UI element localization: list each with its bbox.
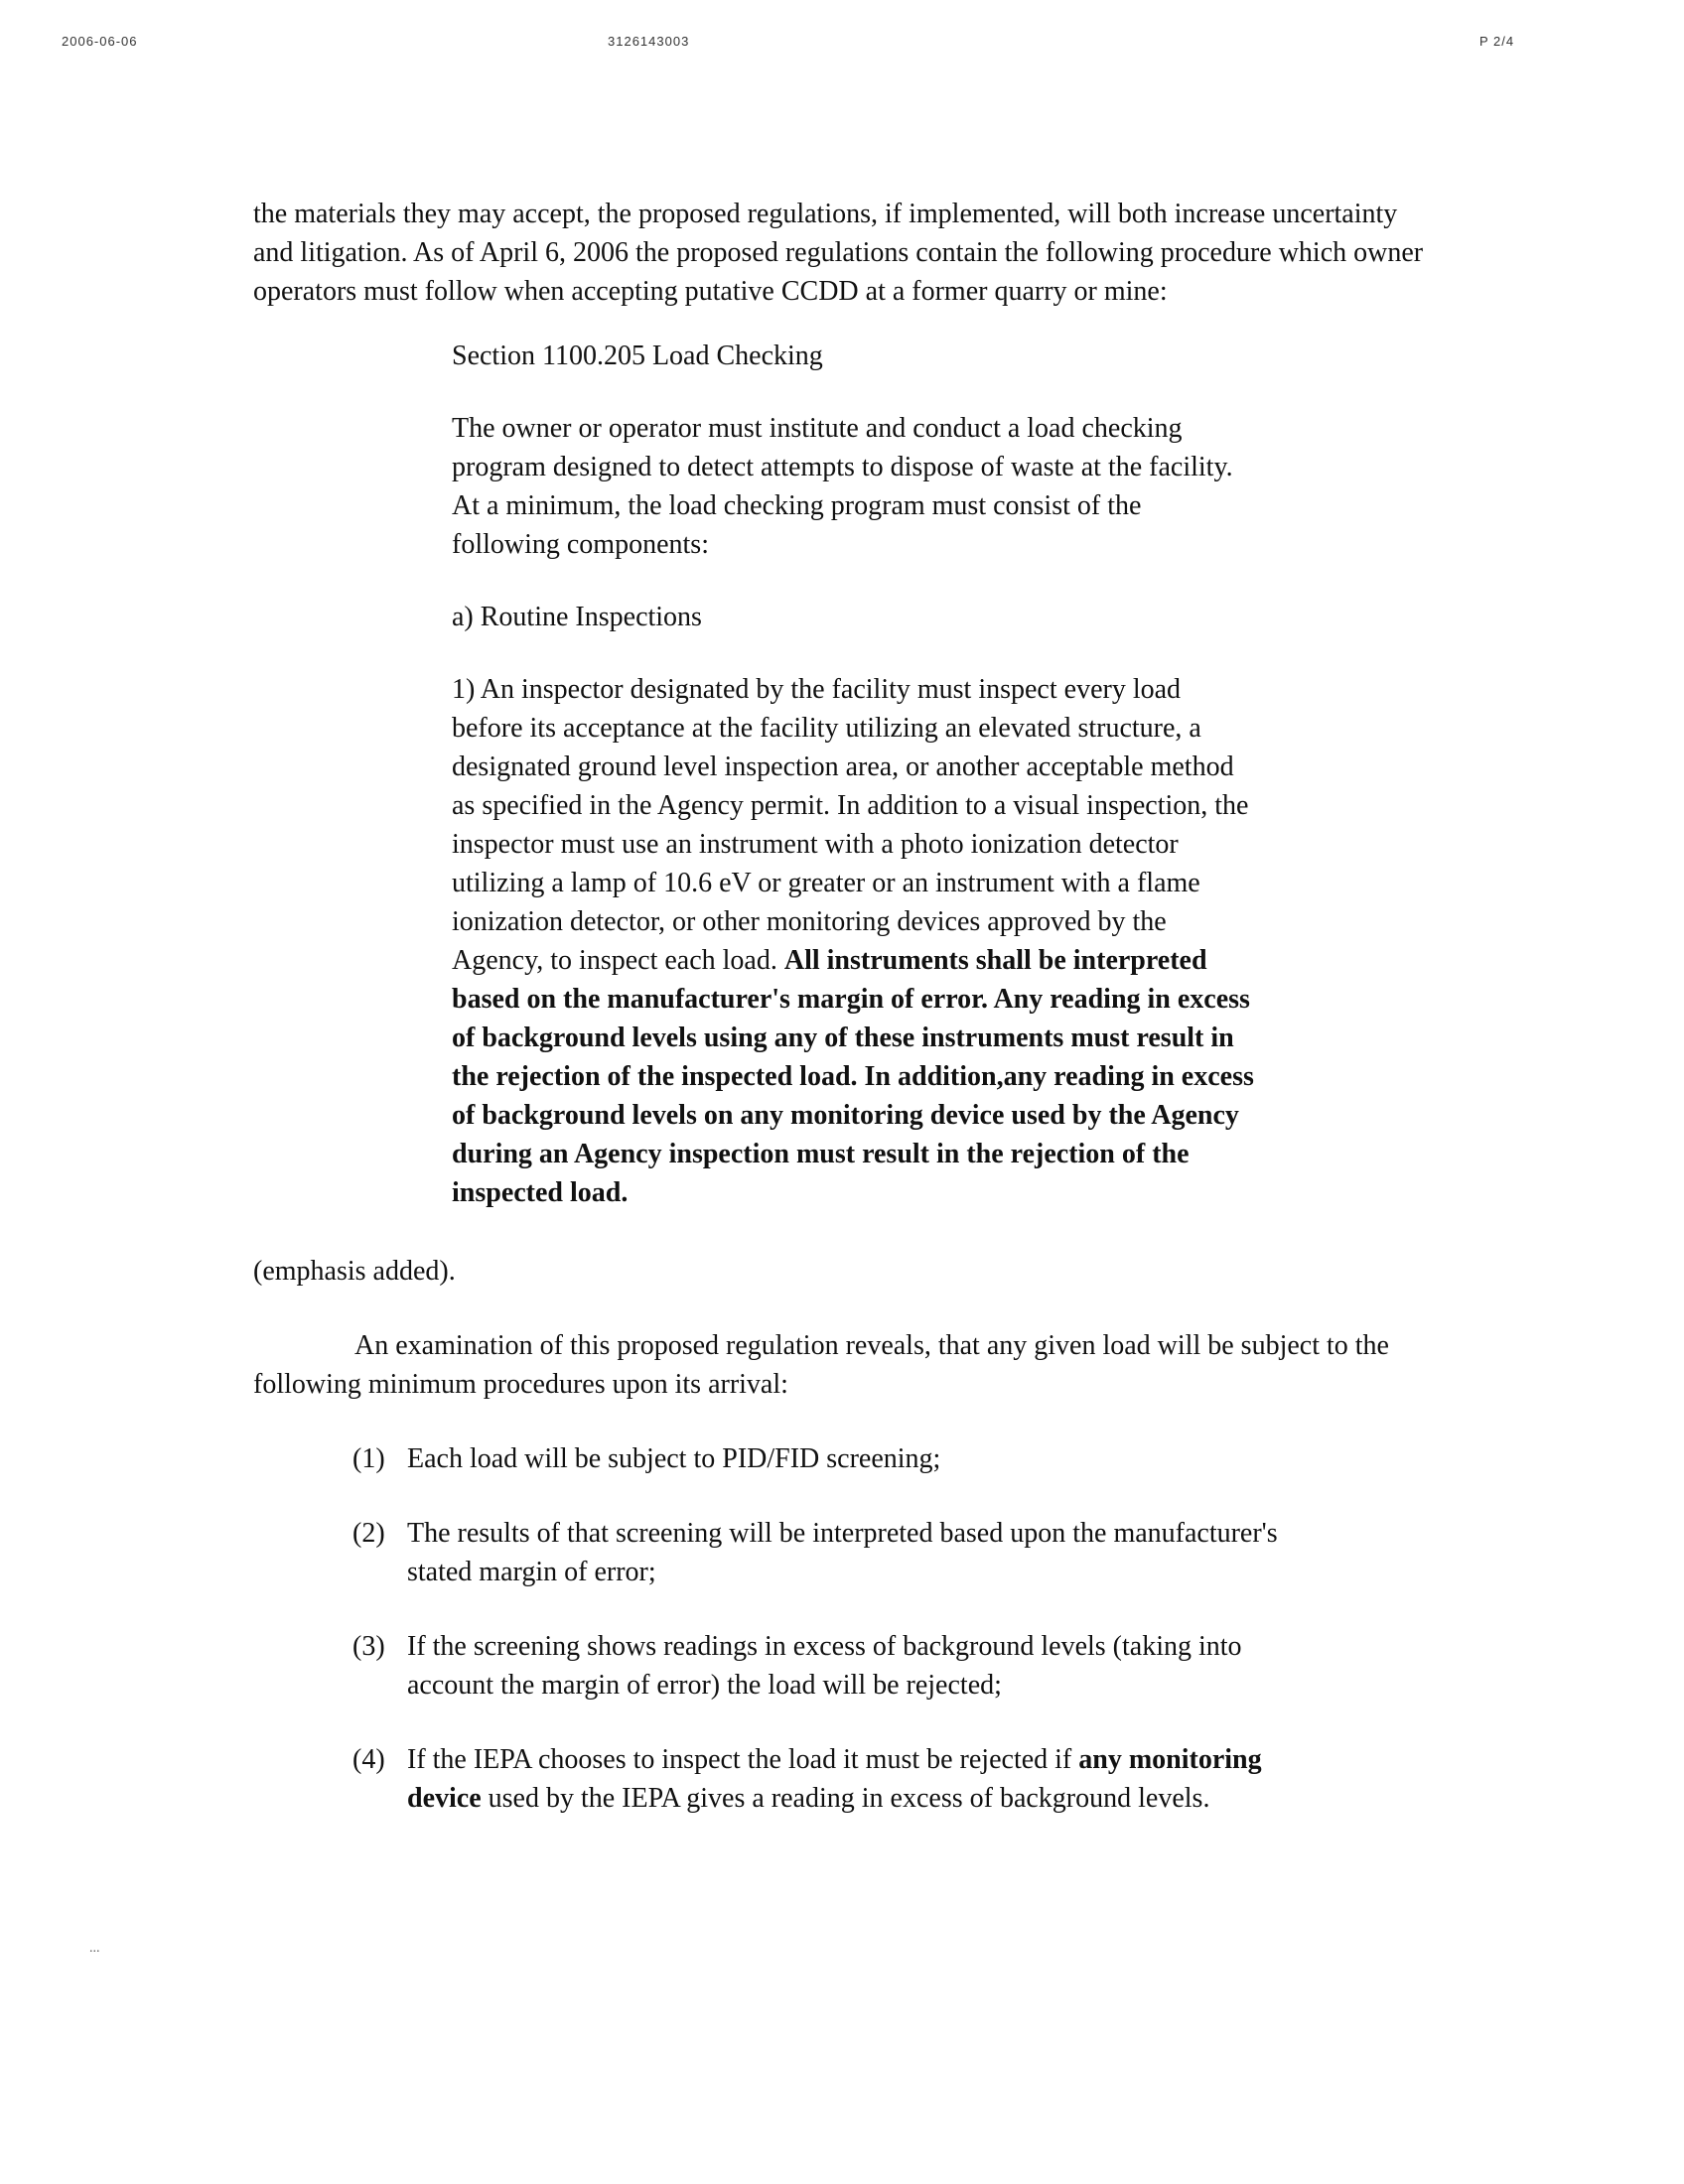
procedure-number: (3): [352, 1631, 385, 1662]
procedure-item: [253, 1740, 1301, 1818]
procedure-emphasis-b: device: [407, 1783, 482, 1814]
procedure-emphasis-a: any monitoring: [1078, 1744, 1262, 1775]
regulation-section-heading: Section 1100.205 Load Checking: [452, 341, 823, 371]
fax-header-page: P 2/4: [1479, 34, 1515, 49]
procedure-text: The results of that screening will be interpreted based upon the manufacturer's stated margin of error;: [407, 1518, 1278, 1587]
fax-header-phone: 3126143003: [608, 34, 690, 49]
procedure-text: Each load will be subject to PID/FID screening;: [407, 1443, 941, 1474]
regulation-item-1: [452, 670, 1256, 1212]
analysis-first-line: An examination of this proposed regulation reveals, that any given load will be: [354, 1330, 1241, 1361]
procedure-number: (1): [352, 1443, 385, 1474]
procedure-list: [253, 1439, 1435, 1818]
regulation-item-1-text: 1) An inspector designated by the facility must inspect every load before its acceptance at the facility utilizing an elevated structure, a designated ground level inspection area, or another acceptable method as specified in the Agency permit. In addition to a visual inspection, the inspector must use an instrument with a photo ionization detector utilizing a lamp of 10.6 eV or greater or an instrument with a flame ionization detector, or other monitoring devices approved by the Agency, to inspect each load.: [452, 674, 1249, 976]
procedure-item: [253, 1439, 1301, 1478]
scan-artifact: ...: [89, 1941, 100, 1956]
procedure-item: [253, 1627, 1301, 1705]
emphasis-note: (emphasis added).: [253, 1256, 456, 1287]
procedure-number: (4): [352, 1744, 385, 1775]
procedure-item: [253, 1514, 1301, 1591]
procedure-text-after: used by the IEPA gives a reading in excess of background levels.: [481, 1783, 1210, 1814]
procedure-number: (2): [352, 1518, 385, 1549]
analysis-paragraph: [253, 1326, 1395, 1404]
analysis-rest: subject to the following minimum procedures upon its arrival:: [253, 1330, 1389, 1400]
fax-header: [0, 30, 1684, 60]
intro-paragraph: the materials they may accept, the proposed regulations, if implemented, will both increase uncertainty and litigation. As of April 6, 2006 the proposed regulations contain the following procedure which owner operators must follow when accepting putative CCDD at a former quarry or mine:: [253, 199, 1424, 307]
document-page: [253, 195, 1435, 1853]
procedure-text-before: If the IEPA chooses to inspect the load it must be rejected if: [407, 1744, 1079, 1775]
regulation-item-1-emphasis: All instruments shall be interpreted based on the manufacturer's margin of error. Any reading in excess of background levels using any of these instruments must result in the rejection of the inspected load. In addition,any reading in excess of background levels on any monitoring device used by the Agency during an Agency inspection must result in the rejection of the inspected load.: [452, 945, 1254, 1208]
regulation-subheading: a) Routine Inspections: [452, 602, 702, 632]
regulation-paragraph: The owner or operator must institute and conduct a load checking program designed to detect attempts to dispose of waste at the facility. At a minimum, the load checking program must consist of the following components:: [452, 413, 1233, 560]
fax-header-date: 2006-06-06: [62, 34, 138, 49]
quoted-regulation: [452, 337, 1256, 1212]
procedure-text: If the screening shows readings in excess of background levels (taking into account the margin of error) the load will be rejected;: [407, 1631, 1242, 1701]
